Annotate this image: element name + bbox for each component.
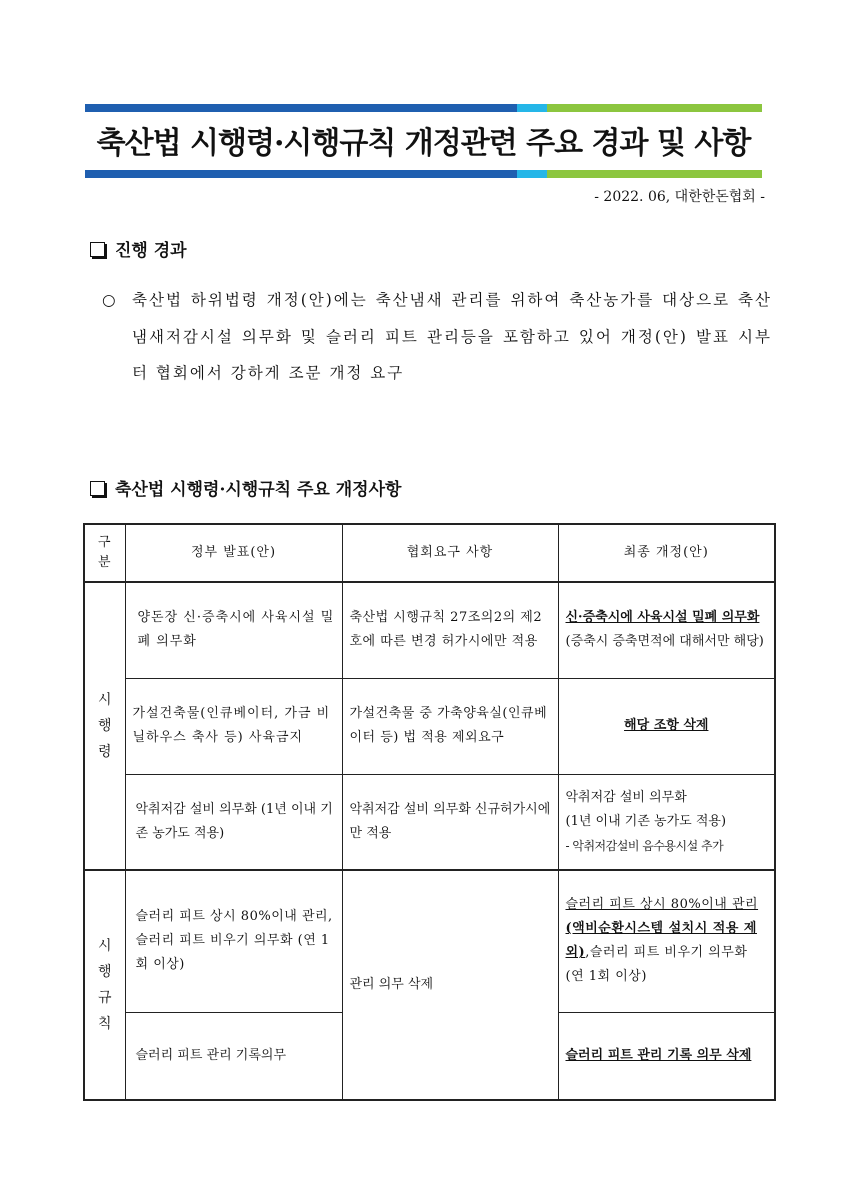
section-heading-text: 진행 경과 — [115, 241, 187, 261]
final-text: (1년 이내 기존 농가도 적용) — [565, 813, 727, 829]
final-bold-text: 신·증축시에 사육시설 밀폐 의무화 — [565, 610, 760, 626]
date-line: - 2022. 06, 대한한돈협회 - — [594, 189, 765, 205]
gov-cell: 양돈장 신·증축시에 사육시설 밀폐 의무화 — [125, 582, 342, 678]
final-note: - 악취저감설비 음수용시설 추가 — [565, 838, 724, 853]
final-text: 악취저감 설비 의무화 — [565, 789, 687, 805]
assoc-cell: 악취저감 설비 의무화 신규허가시에만 적용 — [342, 774, 558, 870]
final-cell — [558, 870, 775, 1012]
gov-cell: 슬러리 피트 상시 80%이내 관리,슬러리 피트 비우기 의무화 (연 1회 이상) — [125, 870, 342, 1012]
final-text: 슬러리 피트 상시 80%이내 관리 — [565, 897, 759, 913]
category-label-rule: 시 행 규 칙 — [84, 870, 125, 1100]
gov-cell: 슬러리 피트 관리 기록의무 — [125, 1012, 342, 1100]
checkbox-square-icon — [90, 481, 105, 496]
section-heading-revisions — [90, 475, 401, 500]
table-header-row — [84, 524, 775, 582]
table-row — [84, 870, 775, 1012]
header-assoc: 협회요구 사항 — [342, 524, 558, 582]
section-heading-progress — [90, 236, 187, 261]
revision-table — [83, 523, 776, 1101]
checkbox-square-icon — [90, 242, 105, 257]
final-cell — [558, 678, 775, 774]
assoc-cell: 가설건축물 중 가축양육실(인큐베이터 등) 법 적용 제외요구 — [342, 678, 558, 774]
final-cell — [558, 582, 775, 678]
progress-paragraph: 축산법 하위법령 개정(안)에는 축산냄새 관리를 위하여 축산농가를 대상으로 축산냄새저감시설 의무화 및 슬러리 피트 관리등을 포함하고 있어 개정(안) 발표 시부터 협회에서 강하게 조문 개정 요구 — [132, 291, 772, 382]
final-cell — [558, 1012, 775, 1100]
final-bold-text: 슬러리 피트 관리 기록 의무 삭제 — [565, 1047, 752, 1063]
header-top-bar — [85, 104, 762, 112]
header-gov: 정부 발표(안) — [125, 524, 342, 582]
header-final: 최종 개정(안) — [558, 524, 775, 582]
final-cell — [558, 774, 775, 870]
page-title: 축산법 시행령·시행규칙 개정관련 주요 경과 및 사항 — [96, 126, 751, 161]
header-category: 구 분 — [84, 524, 125, 582]
category-label-decree: 시 행 령 — [84, 582, 125, 870]
final-bold-text: (액비순환시스템 설치시 적용 제외) — [565, 921, 757, 961]
section-heading-text: 축산법 시행령·시행규칙 주요 개정사항 — [115, 480, 402, 500]
table-row — [84, 582, 775, 678]
bullet-circle-icon: ○ — [102, 291, 116, 309]
gov-cell: 가설건축물(인큐베이터, 가금 비닐하우스 축사 등) 사육금지 — [125, 678, 342, 774]
final-text: (증축시 증축면적에 대해서만 해당) — [565, 634, 764, 650]
gov-cell: 악취저감 설비 의무화 (1년 이내 기존 농가도 적용) — [125, 774, 342, 870]
header-bottom-bar — [85, 170, 762, 178]
assoc-cell: 축산법 시행규칙 27조의2의 제2호에 따른 변경 허가시에만 적용 — [342, 582, 558, 678]
final-text: ,슬러리 피트 비우기 의무화 (연 1회 이상) — [565, 945, 748, 985]
final-bold-text: 해당 조항 삭제 — [624, 718, 709, 733]
assoc-cell: 관리 의무 삭제 — [342, 870, 558, 1100]
table-row — [84, 678, 775, 774]
table-row — [84, 774, 775, 870]
